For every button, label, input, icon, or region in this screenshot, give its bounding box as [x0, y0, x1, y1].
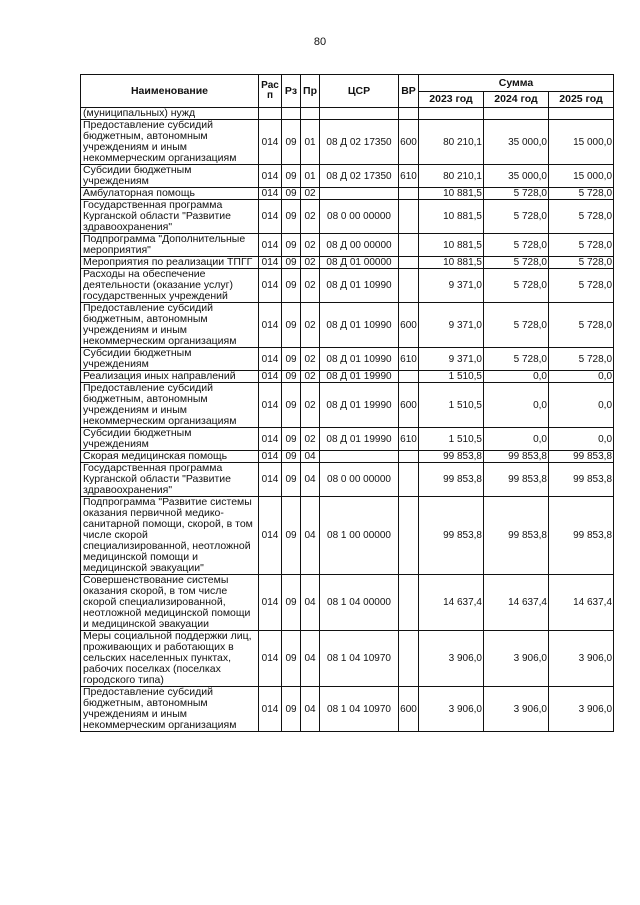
- table-row: [81, 687, 614, 732]
- row-rz: 09: [282, 165, 301, 188]
- row-sum-2023: 3 906,0: [419, 631, 484, 687]
- row-sum-2025: 5 728,0: [549, 348, 614, 371]
- row-sum-2025: 99 853,8: [549, 497, 614, 575]
- row-csr: [320, 188, 399, 200]
- row-name: Государственная программа Курганской области "Развитие здравоохранения": [81, 463, 259, 497]
- row-rz: 09: [282, 188, 301, 200]
- row-csr: 08 Д 02 17350: [320, 165, 399, 188]
- row-pr: 02: [301, 234, 320, 257]
- row-vr: [399, 200, 419, 234]
- row-rz: 09: [282, 463, 301, 497]
- row-rasp: 014: [259, 200, 282, 234]
- row-sum-2025: 15 000,0: [549, 165, 614, 188]
- row-sum-2023: 10 881,5: [419, 234, 484, 257]
- row-sum-2024: 99 853,8: [484, 451, 549, 463]
- row-pr: 01: [301, 165, 320, 188]
- header-year-2024: 2024 год: [484, 92, 549, 108]
- table-row: [81, 497, 614, 575]
- row-vr: [399, 451, 419, 463]
- row-vr: [399, 234, 419, 257]
- row-rasp: 014: [259, 451, 282, 463]
- row-name: Государственная программа Курганской области "Развитие здравоохранения": [81, 200, 259, 234]
- table-row: [81, 188, 614, 200]
- header-csr: ЦСР: [320, 75, 399, 108]
- row-vr: [399, 631, 419, 687]
- table-row: [81, 371, 614, 383]
- row-name: Подпрограмма "Развитие системы оказания первичной медико-санитарной помощи, скорой, в том числе скорой специализированной, неотложной медицинской помощи и медицинской эвакуации": [81, 497, 259, 575]
- row-csr: 08 Д 00 00000: [320, 234, 399, 257]
- header-year-2023: 2023 год: [419, 92, 484, 108]
- row-name: (муниципальных) нужд: [81, 108, 259, 120]
- table-row: [81, 451, 614, 463]
- row-pr: 04: [301, 451, 320, 463]
- row-csr: [320, 451, 399, 463]
- row-sum-2023: 80 210,1: [419, 120, 484, 165]
- row-sum-2025: 15 000,0: [549, 120, 614, 165]
- row-rz: 09: [282, 257, 301, 269]
- row-sum-2024: 5 728,0: [484, 269, 549, 303]
- row-sum-2024: 3 906,0: [484, 687, 549, 732]
- row-rz: 09: [282, 497, 301, 575]
- row-name: Субсидии бюджетным учреждениям: [81, 428, 259, 451]
- row-rasp: 014: [259, 463, 282, 497]
- row-csr: 08 Д 01 19990: [320, 371, 399, 383]
- row-vr: [399, 257, 419, 269]
- row-rz: 09: [282, 348, 301, 371]
- row-rasp: 014: [259, 631, 282, 687]
- row-rasp: 014: [259, 497, 282, 575]
- row-sum-2024: 0,0: [484, 428, 549, 451]
- row-sum-2025: 5 728,0: [549, 303, 614, 348]
- table-row: [81, 383, 614, 428]
- row-vr: [399, 497, 419, 575]
- row-vr: [399, 188, 419, 200]
- row-rasp: 014: [259, 303, 282, 348]
- header-vr: ВР: [399, 75, 419, 108]
- header-sum: Сумма: [419, 75, 614, 92]
- row-rz: [282, 108, 301, 120]
- row-vr: 610: [399, 348, 419, 371]
- row-sum-2025: 99 853,8: [549, 463, 614, 497]
- row-sum-2025: 0,0: [549, 428, 614, 451]
- row-rasp: 014: [259, 120, 282, 165]
- table-row: [81, 108, 614, 120]
- row-csr: 08 0 00 00000: [320, 200, 399, 234]
- row-csr: 08 1 04 00000: [320, 575, 399, 631]
- header-pr: Пр: [301, 75, 320, 108]
- header-year-2025: 2025 год: [549, 92, 614, 108]
- row-sum-2025: 3 906,0: [549, 687, 614, 732]
- row-rz: 09: [282, 383, 301, 428]
- row-name: Мероприятия по реализации ТПГГ: [81, 257, 259, 269]
- row-vr: 610: [399, 165, 419, 188]
- table-row: [81, 234, 614, 257]
- row-rz: 09: [282, 631, 301, 687]
- row-sum-2023: 3 906,0: [419, 687, 484, 732]
- row-csr: 08 Д 01 00000: [320, 257, 399, 269]
- row-name: Предоставление субсидий бюджетным, автономным учреждениям и иным некоммерческим организациям: [81, 687, 259, 732]
- row-rz: 09: [282, 371, 301, 383]
- budget-table-body: [81, 108, 614, 732]
- row-rz: 09: [282, 234, 301, 257]
- row-sum-2024: 0,0: [484, 383, 549, 428]
- row-sum-2023: 9 371,0: [419, 348, 484, 371]
- row-csr: 08 0 00 00000: [320, 463, 399, 497]
- table-row: [81, 165, 614, 188]
- row-sum-2025: 0,0: [549, 383, 614, 428]
- row-rasp: 014: [259, 371, 282, 383]
- row-csr: 08 Д 01 19990: [320, 383, 399, 428]
- row-sum-2025: 5 728,0: [549, 234, 614, 257]
- table-row: [81, 303, 614, 348]
- row-vr: 600: [399, 120, 419, 165]
- row-sum-2024: 99 853,8: [484, 497, 549, 575]
- header-name: Наименование: [81, 75, 259, 108]
- page-number: 80: [313, 36, 327, 48]
- row-name: Амбулаторная помощь: [81, 188, 259, 200]
- row-rz: 09: [282, 687, 301, 732]
- row-rz: 09: [282, 303, 301, 348]
- row-vr: [399, 371, 419, 383]
- row-name: Предоставление субсидий бюджетным, автономным учреждениям и иным некоммерческим организациям: [81, 383, 259, 428]
- row-pr: 02: [301, 303, 320, 348]
- row-csr: 08 Д 01 10990: [320, 348, 399, 371]
- row-name: Субсидии бюджетным учреждениям: [81, 348, 259, 371]
- row-sum-2025: 5 728,0: [549, 269, 614, 303]
- row-sum-2025: 99 853,8: [549, 451, 614, 463]
- row-rasp: 014: [259, 428, 282, 451]
- row-pr: 02: [301, 257, 320, 269]
- budget-table: [80, 74, 614, 732]
- row-rz: 09: [282, 428, 301, 451]
- row-sum-2024: 5 728,0: [484, 200, 549, 234]
- row-pr: 02: [301, 371, 320, 383]
- row-pr: 02: [301, 428, 320, 451]
- row-sum-2024: 5 728,0: [484, 257, 549, 269]
- row-sum-2025: 14 637,4: [549, 575, 614, 631]
- header-rasp: Рас п: [259, 75, 282, 108]
- row-pr: 02: [301, 383, 320, 428]
- table-row: [81, 463, 614, 497]
- row-sum-2024: 99 853,8: [484, 463, 549, 497]
- row-name: Подпрограмма "Дополнительные мероприятия": [81, 234, 259, 257]
- row-pr: [301, 108, 320, 120]
- row-rasp: 014: [259, 257, 282, 269]
- row-sum-2023: 80 210,1: [419, 165, 484, 188]
- row-sum-2025: 5 728,0: [549, 257, 614, 269]
- table-row: [81, 428, 614, 451]
- row-rz: 09: [282, 269, 301, 303]
- row-rz: 09: [282, 575, 301, 631]
- row-name: Предоставление субсидий бюджетным, автономным учреждениям и иным некоммерческим организациям: [81, 120, 259, 165]
- row-sum-2024: 5 728,0: [484, 188, 549, 200]
- row-pr: 04: [301, 463, 320, 497]
- row-sum-2023: 99 853,8: [419, 451, 484, 463]
- row-sum-2023: 99 853,8: [419, 463, 484, 497]
- row-csr: 08 Д 01 19990: [320, 428, 399, 451]
- row-pr: 04: [301, 575, 320, 631]
- row-csr: 08 1 04 10970: [320, 631, 399, 687]
- row-sum-2023: 10 881,5: [419, 257, 484, 269]
- row-rasp: 014: [259, 165, 282, 188]
- row-pr: 04: [301, 631, 320, 687]
- row-sum-2023: 1 510,5: [419, 428, 484, 451]
- row-pr: 04: [301, 687, 320, 732]
- row-rasp: 014: [259, 188, 282, 200]
- row-pr: 02: [301, 269, 320, 303]
- table-row: [81, 257, 614, 269]
- row-csr: [320, 108, 399, 120]
- row-sum-2023: 1 510,5: [419, 371, 484, 383]
- row-sum-2025: 5 728,0: [549, 200, 614, 234]
- row-pr: 02: [301, 200, 320, 234]
- row-vr: 610: [399, 428, 419, 451]
- row-csr: 08 Д 01 10990: [320, 303, 399, 348]
- row-sum-2024: 0,0: [484, 371, 549, 383]
- table-header-row: [81, 75, 614, 92]
- row-sum-2023: 10 881,5: [419, 200, 484, 234]
- row-sum-2025: 5 728,0: [549, 188, 614, 200]
- row-sum-2024: 35 000,0: [484, 120, 549, 165]
- row-rasp: 014: [259, 575, 282, 631]
- row-rasp: 014: [259, 383, 282, 428]
- row-rasp: [259, 108, 282, 120]
- row-rasp: 014: [259, 687, 282, 732]
- row-name: Меры социальной поддержки лиц, проживающих и работающих в сельских населенных пунктах, рабочих поселках (поселках городского типа): [81, 631, 259, 687]
- row-sum-2023: 10 881,5: [419, 188, 484, 200]
- row-vr: [399, 575, 419, 631]
- row-sum-2025: [549, 108, 614, 120]
- row-csr: 08 1 04 10970: [320, 687, 399, 732]
- row-sum-2024: 14 637,4: [484, 575, 549, 631]
- row-sum-2024: 5 728,0: [484, 303, 549, 348]
- row-pr: 04: [301, 497, 320, 575]
- row-name: Субсидии бюджетным учреждениям: [81, 165, 259, 188]
- row-name: Предоставление субсидий бюджетным, автономным учреждениям и иным некоммерческим организациям: [81, 303, 259, 348]
- row-vr: 600: [399, 303, 419, 348]
- table-row: [81, 348, 614, 371]
- header-rz: Рз: [282, 75, 301, 108]
- row-csr: 08 Д 02 17350: [320, 120, 399, 165]
- row-name: Совершенствование системы оказания скорой, в том числе скорой специализированной, неотложной медицинской помощи и медицинской эвакуации: [81, 575, 259, 631]
- table-row: [81, 269, 614, 303]
- row-sum-2023: 9 371,0: [419, 303, 484, 348]
- row-name: Скорая медицинская помощь: [81, 451, 259, 463]
- row-pr: 02: [301, 188, 320, 200]
- row-vr: [399, 269, 419, 303]
- row-name: Реализация иных направлений: [81, 371, 259, 383]
- row-pr: 02: [301, 348, 320, 371]
- row-rasp: 014: [259, 348, 282, 371]
- row-sum-2024: [484, 108, 549, 120]
- row-pr: 01: [301, 120, 320, 165]
- table-row: [81, 631, 614, 687]
- row-vr: [399, 463, 419, 497]
- row-sum-2023: 1 510,5: [419, 383, 484, 428]
- row-sum-2024: 35 000,0: [484, 165, 549, 188]
- table-row: [81, 120, 614, 165]
- row-name: Расходы на обеспечение деятельности (оказание услуг) государственных учреждений: [81, 269, 259, 303]
- row-vr: [399, 108, 419, 120]
- row-sum-2023: [419, 108, 484, 120]
- row-rasp: 014: [259, 269, 282, 303]
- row-csr: 08 1 00 00000: [320, 497, 399, 575]
- row-sum-2024: 5 728,0: [484, 348, 549, 371]
- table-row: [81, 200, 614, 234]
- row-sum-2025: 0,0: [549, 371, 614, 383]
- row-vr: 600: [399, 383, 419, 428]
- row-sum-2024: 3 906,0: [484, 631, 549, 687]
- row-sum-2023: 14 637,4: [419, 575, 484, 631]
- row-rasp: 014: [259, 234, 282, 257]
- row-rz: 09: [282, 120, 301, 165]
- row-rz: 09: [282, 451, 301, 463]
- row-sum-2023: 9 371,0: [419, 269, 484, 303]
- row-csr: 08 Д 01 10990: [320, 269, 399, 303]
- row-rz: 09: [282, 200, 301, 234]
- row-sum-2025: 3 906,0: [549, 631, 614, 687]
- row-vr: 600: [399, 687, 419, 732]
- row-sum-2024: 5 728,0: [484, 234, 549, 257]
- row-sum-2023: 99 853,8: [419, 497, 484, 575]
- table-row: [81, 575, 614, 631]
